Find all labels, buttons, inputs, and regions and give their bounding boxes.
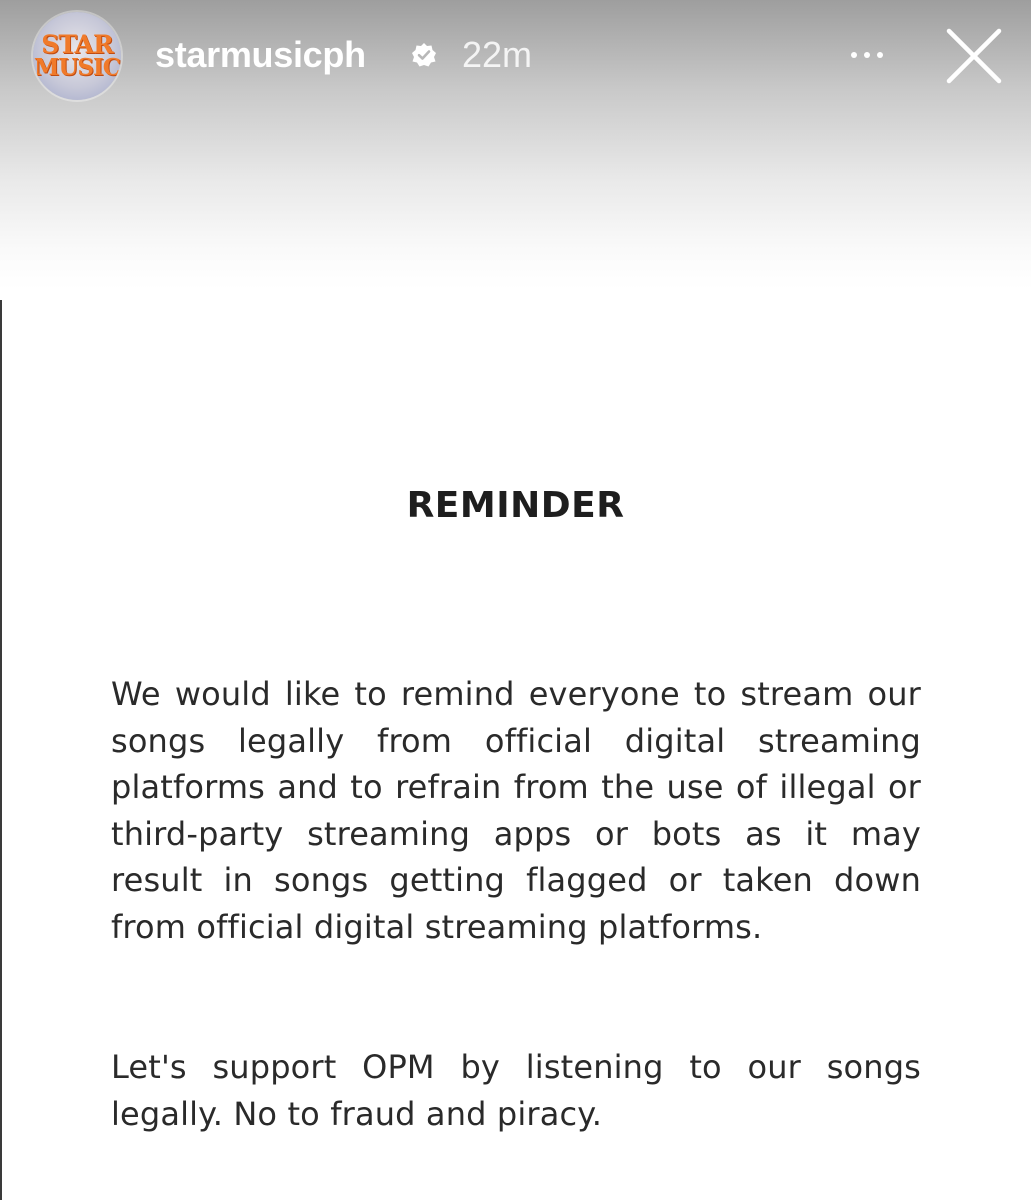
post-timestamp: 22m bbox=[462, 34, 533, 75]
close-icon[interactable] bbox=[943, 25, 1005, 87]
more-options-icon bbox=[851, 52, 857, 58]
avatar[interactable] bbox=[33, 12, 121, 100]
logo-text-line1: STAR bbox=[41, 30, 113, 59]
story-header bbox=[0, 0, 1031, 110]
logo-text-line2: MUSIC bbox=[33, 54, 121, 81]
story-title: REMINDER bbox=[406, 485, 625, 526]
more-options-icon-dot bbox=[877, 52, 883, 58]
more-options-icon-dot bbox=[864, 52, 870, 58]
star-music-logo bbox=[33, 12, 121, 100]
username-link[interactable]: starmusicph bbox=[155, 34, 366, 75]
story-paragraph-2: Let's support OPM by listening to our songs legally. No to fraud and piracy. bbox=[111, 1048, 921, 1133]
verified-badge-icon bbox=[411, 42, 437, 68]
more-options-button[interactable] bbox=[836, 30, 898, 80]
story-paragraph-1: We would like to remind everyone to stream our songs legally from official digital streaming platforms and to refrain from the use of illegal or third-party streaming apps or bots as it may result in songs getting flagged or taken down from official digital streaming platforms. bbox=[111, 675, 921, 946]
